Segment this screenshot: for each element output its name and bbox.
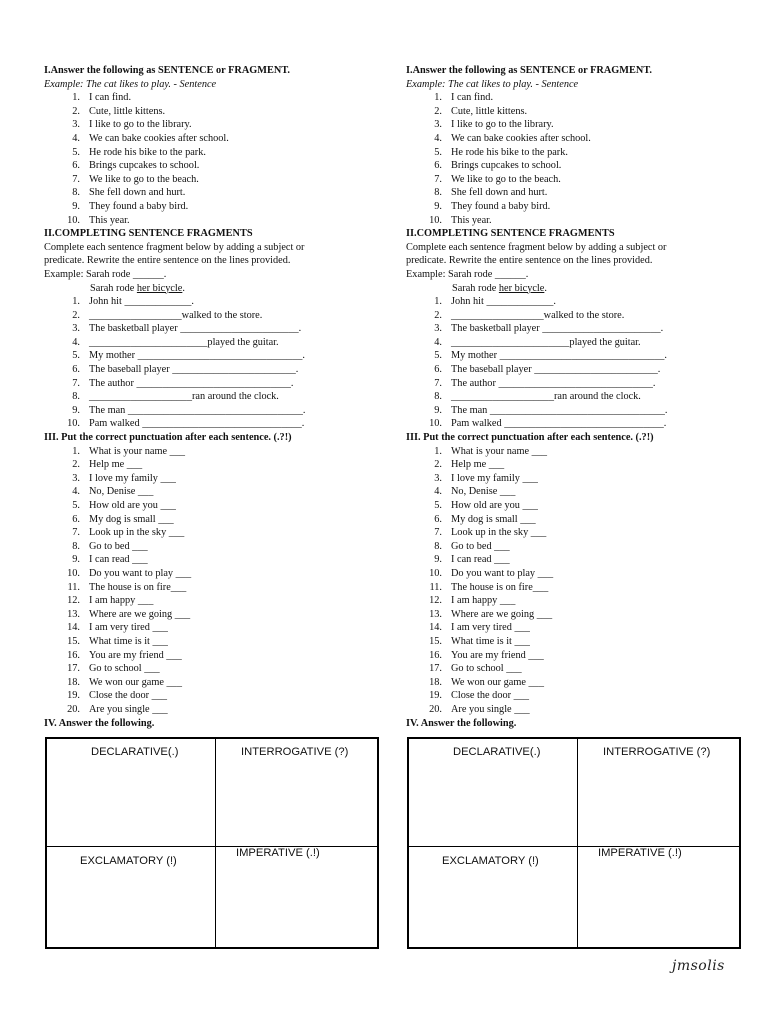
- item-number: 3.: [72, 323, 80, 335]
- list-item: [406, 214, 742, 228]
- item-number: 7.: [72, 527, 80, 539]
- list-item: [44, 200, 380, 214]
- item-number: 5.: [434, 350, 442, 362]
- item-number: 8.: [434, 540, 442, 552]
- list-item: [44, 390, 380, 404]
- item-text: I am very tired ___: [89, 622, 168, 634]
- item-number: 5.: [72, 146, 80, 158]
- item-text: I am happy ___: [89, 595, 154, 607]
- list-item: [406, 186, 742, 200]
- exclamatory-cell[interactable]: [47, 847, 216, 947]
- item-text: Go to bed ___: [451, 540, 510, 552]
- item-number: 4.: [72, 132, 80, 144]
- list-item: [406, 146, 742, 160]
- item-number: 10.: [429, 214, 442, 226]
- item-number: 2.: [434, 105, 442, 117]
- part2-example-answer-suffix: .: [182, 282, 185, 294]
- item-number: 4.: [434, 132, 442, 144]
- list-item: [406, 118, 742, 132]
- interrogative-cell[interactable]: [578, 739, 739, 847]
- item-number: 12.: [429, 595, 442, 607]
- part2-example: Example: Sarah rode ______.: [44, 268, 167, 280]
- item-number: 4.: [434, 336, 442, 348]
- list-item: [406, 526, 742, 540]
- item-text: I can find.: [89, 92, 132, 104]
- item-text: __________________walked to the store.: [451, 309, 625, 321]
- item-text: My dog is small ___: [89, 513, 174, 525]
- item-number: 8.: [72, 391, 80, 403]
- item-number: 12.: [67, 595, 80, 607]
- item-text: She fell down and hurt.: [451, 187, 548, 199]
- list-item: [44, 363, 380, 377]
- item-number: 18.: [67, 676, 80, 688]
- item-number: 19.: [429, 690, 442, 702]
- part4-header: IV. Answer the following.: [44, 717, 155, 729]
- part2-example-answer-underlined: her bicycle: [498, 282, 545, 294]
- item-text: He rode his bike to the park.: [89, 146, 206, 158]
- item-text: I can read ___: [451, 554, 510, 566]
- item-text: Brings cupcakes to school.: [451, 160, 562, 172]
- item-text: We won our game ___: [89, 676, 182, 688]
- item-number: 9.: [72, 404, 80, 416]
- list-item: [44, 91, 380, 105]
- list-item: [406, 689, 742, 703]
- item-number: 3.: [434, 472, 442, 484]
- list-item: [406, 608, 742, 622]
- item-number: 13.: [429, 608, 442, 620]
- item-text: How old are you ___: [451, 500, 538, 511]
- item-number: 14.: [67, 622, 80, 634]
- item-number: 3.: [72, 472, 80, 484]
- item-number: 16.: [429, 649, 442, 661]
- item-text: No, Denise ___: [89, 486, 154, 498]
- list-item: [44, 513, 380, 527]
- part2-example-answer: [406, 282, 742, 296]
- item-number: 11.: [429, 581, 442, 593]
- item-text: They found a baby bird.: [89, 200, 189, 212]
- list-item: [406, 159, 742, 173]
- item-text: Close the door ___: [89, 690, 168, 702]
- worksheet-column-right: [406, 64, 742, 730]
- list-item: [406, 485, 742, 499]
- item-text: What is your name ___: [89, 445, 186, 457]
- list-item: [406, 336, 742, 350]
- list-item: [406, 417, 742, 431]
- item-number: 10.: [67, 214, 80, 226]
- item-number: 20.: [67, 703, 80, 715]
- list-item: [44, 499, 380, 513]
- list-item: [44, 540, 380, 554]
- item-number: 15.: [67, 635, 80, 647]
- item-number: 3.: [434, 119, 442, 131]
- list-item: [406, 91, 742, 105]
- part2-example-answer-prefix: Sarah rode: [452, 282, 499, 294]
- item-number: 8.: [72, 187, 80, 199]
- list-item: [44, 581, 380, 595]
- item-text: They found a baby bird.: [451, 200, 551, 212]
- part3-header: III. Put the correct punctuation after each sentence. (.?!): [406, 432, 654, 444]
- part2-instruction-line1: Complete each sentence fragment below by adding a subject or: [44, 241, 305, 253]
- item-text: I like to go to the library.: [451, 119, 554, 131]
- item-text: Go to school ___: [451, 663, 522, 675]
- list-item: [44, 662, 380, 676]
- item-text: Are you single ___: [451, 703, 530, 715]
- list-item: [406, 472, 742, 486]
- list-item: [44, 594, 380, 608]
- item-number: 2.: [434, 459, 442, 471]
- item-number: 8.: [434, 187, 442, 199]
- part1-example: Example: The cat likes to play. - Sentence: [44, 78, 217, 90]
- part2-example: Example: Sarah rode ______.: [406, 268, 529, 280]
- item-text: _______________________played the guitar.: [451, 336, 641, 348]
- item-text: John hit _____________.: [451, 296, 556, 308]
- item-text: The basketball player _______________________.: [451, 323, 664, 335]
- item-text: We can bake cookies after school.: [89, 132, 229, 144]
- author-signature: jmsolis: [672, 958, 725, 974]
- item-text: Brings cupcakes to school.: [89, 160, 200, 172]
- list-item: [406, 594, 742, 608]
- item-number: 1.: [434, 92, 442, 104]
- list-item: [406, 567, 742, 581]
- item-text: The house is on fire___: [451, 581, 549, 593]
- item-number: 5.: [72, 350, 80, 362]
- item-number: 7.: [434, 377, 442, 389]
- item-text: She fell down and hurt.: [89, 187, 186, 199]
- item-text: The basketball player _______________________.: [89, 323, 302, 335]
- item-number: 17.: [67, 663, 80, 675]
- item-text: The house is on fire___: [89, 581, 187, 593]
- part2-list: [406, 295, 742, 431]
- declarative-cell[interactable]: [409, 739, 578, 847]
- list-item: [406, 173, 742, 187]
- list-item: [406, 445, 742, 459]
- item-number: 7.: [72, 377, 80, 389]
- item-number: 2.: [72, 309, 80, 321]
- item-text: I can find.: [451, 92, 494, 104]
- item-text: What time is it ___: [451, 635, 530, 647]
- item-number: 6.: [434, 513, 442, 525]
- part2-instruction-line1: Complete each sentence fragment below by adding a subject or: [406, 241, 667, 253]
- list-item: [44, 553, 380, 567]
- item-text: The author ______________________________.: [451, 377, 656, 389]
- item-text: You are my friend ___: [451, 649, 544, 661]
- list-item: [44, 445, 380, 459]
- item-number: 10.: [429, 418, 442, 430]
- part1-list: [44, 91, 380, 227]
- item-text: My mother ________________________________.: [451, 350, 667, 362]
- item-number: 6.: [434, 364, 442, 376]
- list-item: [44, 146, 380, 160]
- list-item: [44, 132, 380, 146]
- item-number: 1.: [72, 92, 80, 104]
- item-number: 3.: [72, 119, 80, 131]
- item-text: Go to school ___: [89, 663, 160, 675]
- list-item: [406, 390, 742, 404]
- list-item: [44, 377, 380, 391]
- item-number: 19.: [67, 690, 80, 702]
- part1-list: [406, 91, 742, 227]
- item-text: __________________walked to the store.: [89, 309, 263, 321]
- list-item: [44, 458, 380, 472]
- item-text: This year.: [89, 214, 130, 226]
- list-item: [406, 363, 742, 377]
- list-item: [406, 703, 742, 717]
- exclamatory-label: EXCLAMATORY (!): [442, 855, 539, 867]
- list-item: [406, 377, 742, 391]
- list-item: [406, 105, 742, 119]
- item-number: 18.: [429, 676, 442, 688]
- part3-list: [44, 445, 380, 717]
- imperative-cell[interactable]: [578, 847, 739, 947]
- item-text: The author ______________________________.: [89, 377, 294, 389]
- item-number: 9.: [72, 554, 80, 566]
- list-item: [406, 553, 742, 567]
- item-text: John hit _____________.: [89, 296, 194, 308]
- part2-example-answer-suffix: .: [544, 282, 547, 294]
- item-text: Where are we going ___: [89, 608, 191, 620]
- item-number: 1.: [434, 296, 442, 308]
- imperative-label: IMPERATIVE (.!): [598, 847, 682, 859]
- item-number: 1.: [434, 445, 442, 457]
- list-item: [44, 472, 380, 486]
- item-number: 1.: [72, 296, 80, 308]
- part3-header: III. Put the correct punctuation after each sentence. (.?!): [44, 432, 292, 444]
- list-item: [44, 159, 380, 173]
- item-text: Go to bed ___: [89, 540, 148, 552]
- item-text: Cute, little kittens.: [89, 105, 166, 117]
- item-number: 5.: [72, 500, 80, 511]
- item-text: ____________________ran around the clock.: [451, 391, 641, 403]
- item-number: 6.: [434, 160, 442, 172]
- list-item: [406, 662, 742, 676]
- item-text: Are you single ___: [89, 703, 168, 715]
- item-text: Do you want to play ___: [451, 567, 554, 579]
- item-number: 7.: [434, 527, 442, 539]
- item-number: 2.: [72, 459, 80, 471]
- list-item: [406, 513, 742, 527]
- sentence-types-grid: [407, 737, 741, 949]
- item-number: 20.: [429, 703, 442, 715]
- item-number: 9.: [434, 200, 442, 212]
- item-text: How old are you ___: [89, 500, 176, 511]
- part2-header: II.COMPLETING SENTENCE FRAGMENTS: [44, 228, 253, 240]
- item-text: My mother ________________________________.: [89, 350, 305, 362]
- item-text: Pam walked _______________________________.: [89, 418, 305, 430]
- list-item: [44, 118, 380, 132]
- list-item: [406, 581, 742, 595]
- declarative-label: DECLARATIVE(.): [453, 746, 541, 758]
- item-number: 3.: [434, 323, 442, 335]
- item-number: 9.: [72, 200, 80, 212]
- item-text: Look up in the sky ___: [89, 527, 185, 539]
- interrogative-label: INTERROGATIVE (?): [603, 746, 711, 758]
- item-number: 4.: [434, 486, 442, 498]
- part4-header: IV. Answer the following.: [406, 717, 517, 729]
- item-number: 7.: [434, 173, 442, 185]
- list-item: [44, 105, 380, 119]
- item-number: 14.: [429, 622, 442, 634]
- item-number: 10.: [429, 567, 442, 579]
- worksheet-column-left: [44, 64, 380, 730]
- item-text: Do you want to play ___: [89, 567, 192, 579]
- item-text: We won our game ___: [451, 676, 544, 688]
- list-item: [406, 322, 742, 336]
- list-item: [406, 200, 742, 214]
- item-text: Where are we going ___: [451, 608, 553, 620]
- list-item: [44, 649, 380, 663]
- item-number: 4.: [72, 336, 80, 348]
- part2-list: [44, 295, 380, 431]
- list-item: [406, 499, 742, 513]
- list-item: [44, 485, 380, 499]
- item-text: The baseball player ________________________.: [451, 364, 661, 376]
- item-number: 5.: [434, 146, 442, 158]
- part2-example-answer-prefix: Sarah rode: [90, 282, 137, 294]
- item-text: My dog is small ___: [451, 513, 536, 525]
- exclamatory-label: EXCLAMATORY (!): [80, 855, 177, 867]
- item-text: Cute, little kittens.: [451, 105, 528, 117]
- list-item: [44, 689, 380, 703]
- item-number: 4.: [72, 486, 80, 498]
- item-text: Close the door ___: [451, 690, 530, 702]
- item-number: 17.: [429, 663, 442, 675]
- list-item: [406, 676, 742, 690]
- item-number: 15.: [429, 635, 442, 647]
- part2-example-answer-underlined: her bicycle: [136, 282, 183, 294]
- interrogative-cell[interactable]: [216, 739, 377, 847]
- list-item: [44, 336, 380, 350]
- item-text: The man __________________________________.: [451, 404, 668, 416]
- list-item: [44, 608, 380, 622]
- item-text: I like to go to the library.: [89, 119, 192, 131]
- item-number: 2.: [434, 309, 442, 321]
- item-text: Help me ___: [89, 459, 143, 471]
- list-item: [44, 703, 380, 717]
- list-item: [406, 635, 742, 649]
- list-item: [44, 186, 380, 200]
- part1-header: I.Answer the following as SENTENCE or FRAGMENT.: [406, 65, 652, 76]
- interrogative-label: INTERROGATIVE (?): [241, 746, 349, 758]
- part1-header: I.Answer the following as SENTENCE or FRAGMENT.: [44, 65, 290, 76]
- item-number: 11.: [67, 581, 80, 593]
- item-number: 8.: [434, 391, 442, 403]
- list-item: [44, 295, 380, 309]
- list-item: [44, 526, 380, 540]
- item-number: 6.: [72, 513, 80, 525]
- list-item: [406, 458, 742, 472]
- item-text: Pam walked _______________________________.: [451, 418, 667, 430]
- item-text: _______________________played the guitar.: [89, 336, 279, 348]
- item-text: ____________________ran around the clock.: [89, 391, 279, 403]
- list-item: [406, 309, 742, 323]
- item-text: He rode his bike to the park.: [451, 146, 568, 158]
- item-text: I am happy ___: [451, 595, 516, 607]
- item-text: We like to go to the beach.: [451, 173, 561, 185]
- list-item: [44, 417, 380, 431]
- item-number: 10.: [67, 567, 80, 579]
- item-number: 9.: [434, 404, 442, 416]
- list-item: [406, 349, 742, 363]
- item-text: What time is it ___: [89, 635, 168, 647]
- item-number: 2.: [72, 105, 80, 117]
- part2-header: II.COMPLETING SENTENCE FRAGMENTS: [406, 228, 615, 240]
- part3-list: [406, 445, 742, 717]
- item-number: 6.: [72, 364, 80, 376]
- list-item: [44, 349, 380, 363]
- item-text: We like to go to the beach.: [89, 173, 199, 185]
- list-item: [406, 404, 742, 418]
- exclamatory-cell[interactable]: [409, 847, 578, 947]
- item-number: 13.: [67, 608, 80, 620]
- item-number: 10.: [67, 418, 80, 430]
- item-text: I love my family ___: [89, 472, 176, 484]
- item-number: 7.: [72, 173, 80, 185]
- list-item: [44, 567, 380, 581]
- part2-instruction-line2: predicate. Rewrite the entire sentence on the lines provided.: [406, 255, 653, 267]
- list-item: [44, 309, 380, 323]
- item-number: 1.: [72, 445, 80, 457]
- part1-example: Example: The cat likes to play. - Sentence: [406, 78, 579, 90]
- sentence-types-grid: [45, 737, 379, 949]
- list-item: [44, 635, 380, 649]
- list-item: [44, 214, 380, 228]
- item-text: I love my family ___: [451, 472, 538, 484]
- list-item: [406, 540, 742, 554]
- list-item: [44, 676, 380, 690]
- item-number: 9.: [434, 554, 442, 566]
- item-text: You are my friend ___: [89, 649, 182, 661]
- imperative-label: IMPERATIVE (.!): [236, 847, 320, 859]
- list-item: [44, 322, 380, 336]
- item-number: 5.: [434, 500, 442, 511]
- list-item: [406, 295, 742, 309]
- part2-example-answer: [44, 282, 380, 296]
- list-item: [44, 404, 380, 418]
- part2-instruction-line2: predicate. Rewrite the entire sentence on the lines provided.: [44, 255, 291, 267]
- item-number: 8.: [72, 540, 80, 552]
- item-text: No, Denise ___: [451, 486, 516, 498]
- item-text: The baseball player ________________________.: [89, 364, 299, 376]
- declarative-cell[interactable]: [47, 739, 216, 847]
- item-text: I can read ___: [89, 554, 148, 566]
- item-text: We can bake cookies after school.: [451, 132, 591, 144]
- item-text: This year.: [451, 214, 492, 226]
- imperative-cell[interactable]: [216, 847, 377, 947]
- list-item: [44, 621, 380, 635]
- item-text: Help me ___: [451, 459, 505, 471]
- item-text: I am very tired ___: [451, 622, 530, 634]
- item-text: Look up in the sky ___: [451, 527, 547, 539]
- list-item: [406, 621, 742, 635]
- item-number: 16.: [67, 649, 80, 661]
- item-text: The man __________________________________.: [89, 404, 306, 416]
- item-number: 6.: [72, 160, 80, 172]
- declarative-label: DECLARATIVE(.): [91, 746, 179, 758]
- list-item: [406, 649, 742, 663]
- item-text: What is your name ___: [451, 445, 548, 457]
- list-item: [406, 132, 742, 146]
- list-item: [44, 173, 380, 187]
